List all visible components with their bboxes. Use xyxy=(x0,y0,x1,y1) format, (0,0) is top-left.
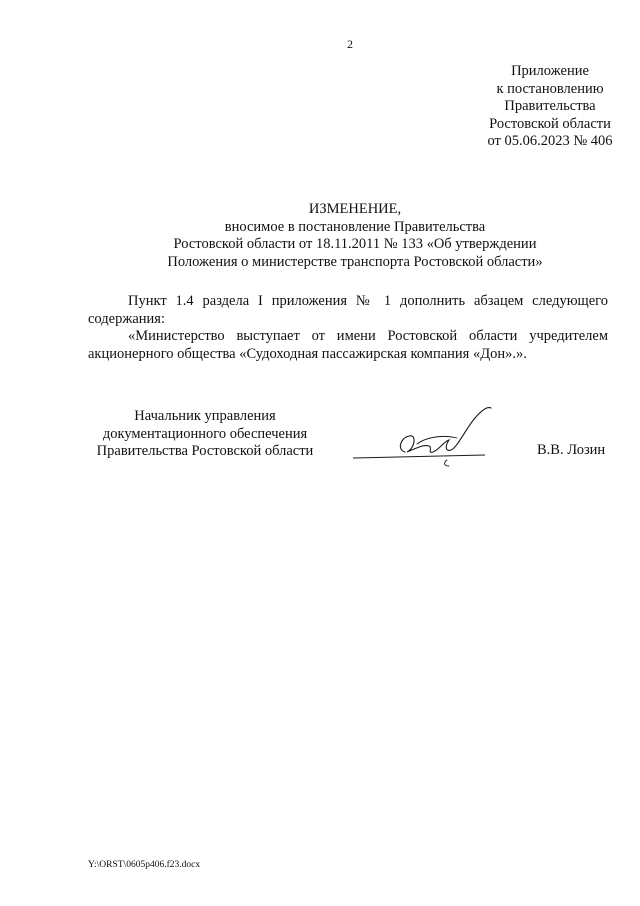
appendix-line: к постановлению xyxy=(496,80,604,97)
appendix-line: Правительства xyxy=(504,98,596,114)
appendix-line: Приложение xyxy=(511,63,589,79)
handwritten-signature xyxy=(345,400,495,475)
signatory-name: В.В. Лозин xyxy=(537,442,606,458)
document-title xyxy=(0,201,640,271)
body-paragraph-2: «Министерство выступает от имени Ростовской области учредителем акционерного общества «Судоходная пассажирская компания «Дон».». xyxy=(88,328,608,362)
title-line: вносимое в постановление Правительства xyxy=(224,218,486,235)
body-paragraph-1: Пункт 1.4 раздела I приложения № 1 дополнить абзацем следующего содержания: xyxy=(88,293,608,327)
position-line: Начальник управления xyxy=(134,408,276,424)
position-line: документационного обеспечения xyxy=(102,425,308,442)
position-line: Правительства Ростовской области xyxy=(96,443,314,459)
signatory-position xyxy=(85,408,325,461)
title-line: Положения о министерстве транспорта Ростовской области» xyxy=(167,253,543,270)
page-number: 2 xyxy=(347,37,353,51)
footer-file-path: Y:\ORST\0605p406.f23.docx xyxy=(88,860,201,870)
title-line: Ростовской области от 18.11.2011 № 133 «Об утверждении xyxy=(173,236,537,252)
appendix-line: Ростовской области xyxy=(489,115,611,132)
title-heading: ИЗМЕНЕНИЕ, xyxy=(308,201,402,217)
appendix-header xyxy=(430,63,640,151)
document-body xyxy=(88,293,608,363)
appendix-date-number: от 05.06.2023 № 406 xyxy=(487,133,613,149)
